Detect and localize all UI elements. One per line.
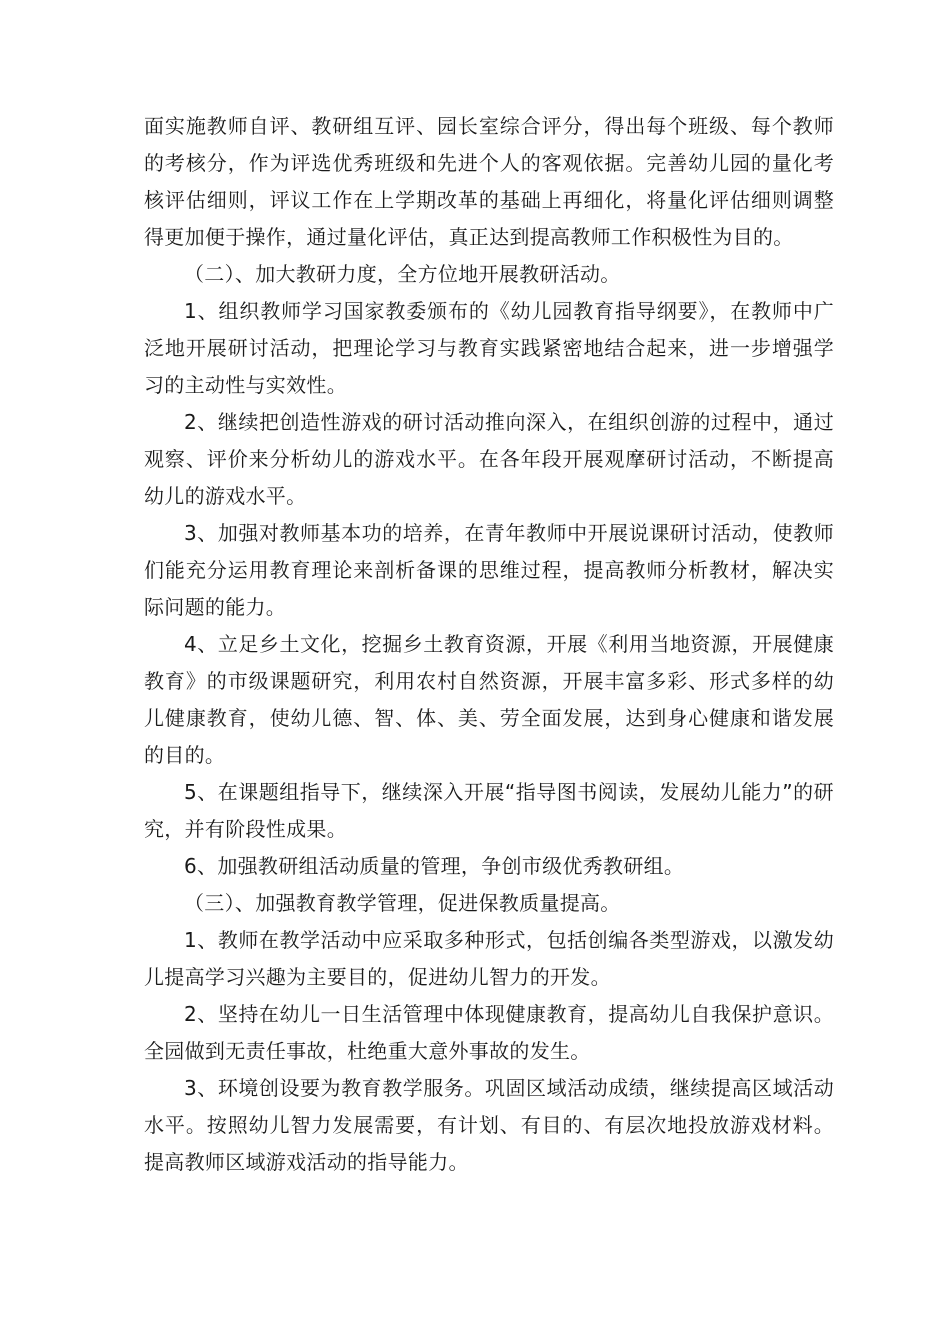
paragraph-evaluation-continued: 面实施教师自评、教研组互评、园长室综合评分，得出每个班级、每个教师的考核分，作为评选优秀班级和先进个人的客观依据。完善幼儿园的量化考核评估细则，评议工作在上学期改革的基础上再细化，将量化评估细则调整得更加便于操作，通过量化评估，真正达到提高教师工作积极性为目的。	[144, 114, 834, 249]
paragraph-item-3-1: 1、教师在教学活动中应采取多种形式，包括创编各类型游戏，以激发幼儿提高学习兴趣为主要目的，促进幼儿智力的开发。	[144, 928, 834, 989]
paragraph-item-3: 3、加强对教师基本功的培养，在青年教师中开展说课研讨活动，使教师们能充分运用教育理论来剖析备课的思维过程，提高教师分析教材，解决实际问题的能力。	[144, 521, 834, 619]
paragraph-item-6: 6、加强教研组活动质量的管理，争创市级优秀教研组。	[184, 854, 685, 878]
paragraph-item-4: 4、立足乡土文化，挖掘乡土教育资源，开展《利用当地资源，开展健康教育》的市级课题研究，利用农村自然资源，开展丰富多彩、形式多样的幼儿健康教育，使幼儿德、智、体、美、劳全面发展，达到身心健康和谐发展的目的。	[144, 632, 834, 767]
paragraph-item-2: 2、继续把创造性游戏的研讨活动推向深入，在组织创游的过程中，通过观察、评价来分析幼儿的游戏水平。在各年段开展观摩研讨活动，不断提高幼儿的游戏水平。	[144, 410, 834, 508]
paragraph-item-1: 1、组织教师学习国家教委颁布的《幼儿园教育指导纲要》，在教师中广泛地开展研讨活动，把理论学习与教育实践紧密地结合起来，进一步增强学习的主动性与实效性。	[144, 299, 834, 397]
document-body	[144, 108, 834, 1181]
paragraph-item-3-2: 2、坚持在幼儿一日生活管理中体现健康教育，提高幼儿自我保护意识。全园做到无责任事故，杜绝重大意外事故的发生。	[144, 1002, 834, 1063]
paragraph-item-3-3: 3、环境创设要为教育教学服务。巩固区域活动成绩，继续提高区域活动水平。按照幼儿智力发展需要，有计划、有目的、有层次地投放游戏材料。提高教师区域游戏活动的指导能力。	[144, 1076, 834, 1174]
section-heading-2: （二）、加大教研力度，全方位地开展教研活动。	[184, 262, 621, 286]
section-heading-3: （三）、加强教育教学管理，促进保教质量提高。	[184, 891, 621, 915]
paragraph-item-5: 5、在课题组指导下，继续深入开展“指导图书阅读，发展幼儿能力”的研究，并有阶段性成果。	[144, 780, 834, 841]
